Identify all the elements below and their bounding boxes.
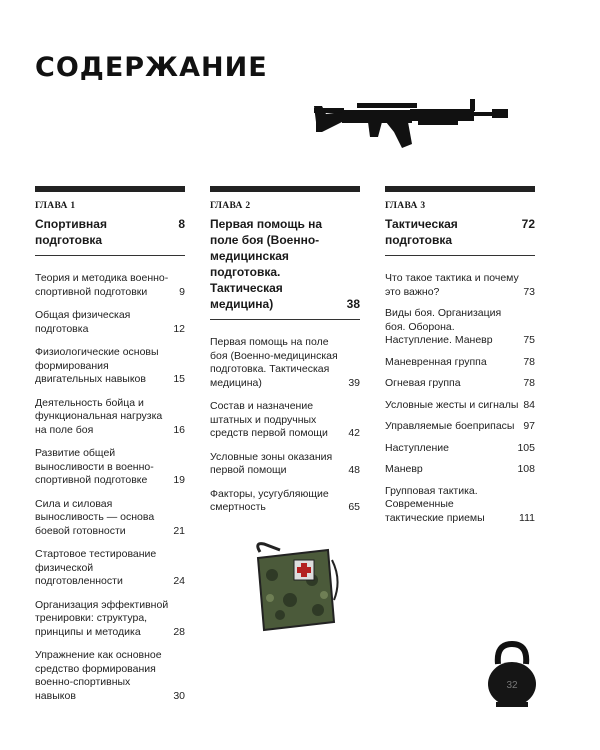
toc-entry[interactable] bbox=[35, 272, 185, 299]
toc-entry-page: 48 bbox=[348, 464, 360, 476]
toc-entry-text: Виды боя. Организация боя. Оборона. Наступление. Маневр bbox=[385, 307, 502, 346]
toc-entry-text: Деятельность бойца и функциональная нагрузка на поле боя bbox=[35, 396, 163, 436]
toc-entry-page: 21 bbox=[173, 524, 185, 537]
toc-entry-text: Состав и назначение штатных и подручных средств первой помощи bbox=[210, 400, 328, 439]
toc-entry-page: 42 bbox=[348, 427, 360, 439]
toc-entry-page: 75 bbox=[523, 334, 535, 346]
toc-entry-text: Наступление bbox=[385, 441, 450, 454]
toc-entry-text: Что такое тактика и почему это важно? bbox=[385, 272, 519, 298]
toc-entry-text: Развитие общей выносливости в военно-спортивной подготовке bbox=[35, 447, 154, 486]
chapter-title-text: Спортивная подготовка bbox=[35, 217, 107, 247]
chapter-label: ГЛАВА 3 bbox=[385, 201, 426, 211]
toc-entry[interactable] bbox=[385, 442, 535, 456]
toc-entry-text: Сила и силовая выносливость — основа боевой готовности bbox=[35, 497, 155, 537]
toc-entry-text: Факторы, усугубляющие смертность bbox=[210, 487, 329, 513]
toc-entry-page: 108 bbox=[517, 463, 535, 475]
toc-entry-text: Упражнение как основное средство формирования военно-спортивных навыков bbox=[35, 649, 162, 702]
toc-entry[interactable] bbox=[35, 346, 185, 387]
toc-entry-page: 19 bbox=[173, 474, 185, 486]
chapter-3 bbox=[385, 186, 535, 533]
toc-entry-page: 15 bbox=[173, 373, 185, 385]
toc-entry[interactable] bbox=[35, 649, 185, 703]
toc-entry-text: Первая помощь на поле боя (Военно-медицинская подготовка. Тактическая медицина) bbox=[210, 336, 338, 389]
toc-entry-text: Групповая тактика. Современные тактические приемы bbox=[385, 484, 485, 524]
medical-pouch-icon bbox=[250, 540, 340, 635]
toc-entry-page: 84 bbox=[523, 398, 535, 411]
chapter-title[interactable] bbox=[210, 216, 360, 312]
toc-entry-text: Физиологические основы формирования двигательных навыков bbox=[35, 346, 159, 385]
chapter-bar bbox=[35, 186, 185, 192]
chapter-bar bbox=[210, 186, 360, 192]
toc-entry-page: 39 bbox=[348, 376, 360, 389]
toc-entry-text: Условные жесты и сигналы bbox=[385, 398, 519, 411]
chapter-title[interactable] bbox=[385, 216, 535, 248]
toc-entry-page: 73 bbox=[523, 285, 535, 298]
toc-entry[interactable] bbox=[385, 272, 535, 299]
chapter-rule bbox=[385, 255, 535, 256]
toc-entry[interactable] bbox=[385, 377, 535, 391]
toc-entry[interactable] bbox=[385, 485, 535, 526]
kettlebell bbox=[484, 640, 540, 708]
toc-entry-text: Организация эффективной тренировки: структура, принципы и методика bbox=[35, 598, 169, 638]
toc-entry-text: Общая физическая подготовка bbox=[35, 309, 131, 335]
toc-entry-text: Маневренная группа bbox=[385, 355, 487, 368]
toc-entry-text: Управляемые боеприпасы bbox=[385, 420, 515, 432]
toc-entry-page: 78 bbox=[523, 355, 535, 368]
toc-entry[interactable] bbox=[35, 548, 185, 589]
chapter-rule bbox=[35, 255, 185, 256]
chapter-title[interactable] bbox=[35, 216, 185, 248]
toc-entry-page: 24 bbox=[173, 575, 185, 587]
toc-entry-page: 9 bbox=[179, 285, 185, 298]
toc-entry[interactable] bbox=[35, 599, 185, 640]
toc-entry-page: 12 bbox=[173, 322, 185, 335]
toc-entry-text: Стартовое тестирование физической подготовленности bbox=[35, 548, 157, 587]
chapter-page: 38 bbox=[346, 297, 360, 311]
chapter-bar bbox=[385, 186, 535, 192]
toc-entry[interactable] bbox=[35, 309, 185, 336]
toc-entry[interactable] bbox=[35, 498, 185, 539]
toc-entry[interactable] bbox=[385, 463, 535, 477]
toc-entry-page: 30 bbox=[173, 689, 185, 702]
rifle-icon bbox=[312, 92, 512, 154]
toc-entry-page: 28 bbox=[173, 625, 185, 638]
toc-entry-text: Маневр bbox=[385, 463, 423, 475]
toc-entry-page: 78 bbox=[523, 377, 535, 389]
toc-entry[interactable] bbox=[210, 336, 360, 390]
chapter-1 bbox=[35, 186, 185, 713]
toc-entry[interactable] bbox=[35, 397, 185, 438]
toc-entry-page: 16 bbox=[173, 423, 185, 436]
chapter-2 bbox=[210, 186, 360, 525]
chapter-title-text: Тактическая подготовка bbox=[385, 217, 458, 247]
toc-entry[interactable] bbox=[210, 400, 360, 441]
kettlebell-weight-label: 32 bbox=[506, 680, 518, 691]
toc-entry-page: 65 bbox=[348, 501, 360, 513]
toc-entry[interactable] bbox=[385, 399, 535, 413]
toc-entry[interactable] bbox=[210, 488, 360, 515]
chapter-page: 8 bbox=[178, 217, 185, 231]
page-title: СОДЕРЖАНИЕ bbox=[35, 52, 268, 83]
chapter-label: ГЛАВА 2 bbox=[210, 201, 251, 211]
toc-entry-page: 111 bbox=[519, 511, 535, 524]
toc-entry[interactable] bbox=[35, 447, 185, 488]
toc-entry[interactable] bbox=[385, 420, 535, 434]
toc-entry[interactable] bbox=[385, 356, 535, 370]
toc-entry-page: 97 bbox=[523, 420, 535, 432]
toc-entry-text: Условные зоны оказания первой помощи bbox=[210, 450, 333, 476]
chapter-title-text: Первая помощь на поле боя (Военно-медицинская подготовка. Тактическая медицина) bbox=[210, 217, 323, 311]
kettlebell-icon bbox=[484, 640, 540, 708]
toc-entry[interactable] bbox=[210, 451, 360, 478]
toc-entry-text: Огневая группа bbox=[385, 377, 461, 389]
chapter-rule bbox=[210, 319, 360, 320]
chapter-label: ГЛАВА 1 bbox=[35, 201, 76, 211]
toc-entry-text: Теория и методика военно-спортивной подготовки bbox=[35, 272, 169, 298]
toc-entry[interactable] bbox=[385, 307, 535, 348]
toc-entry-page: 105 bbox=[517, 441, 535, 454]
chapter-page: 72 bbox=[521, 217, 535, 231]
